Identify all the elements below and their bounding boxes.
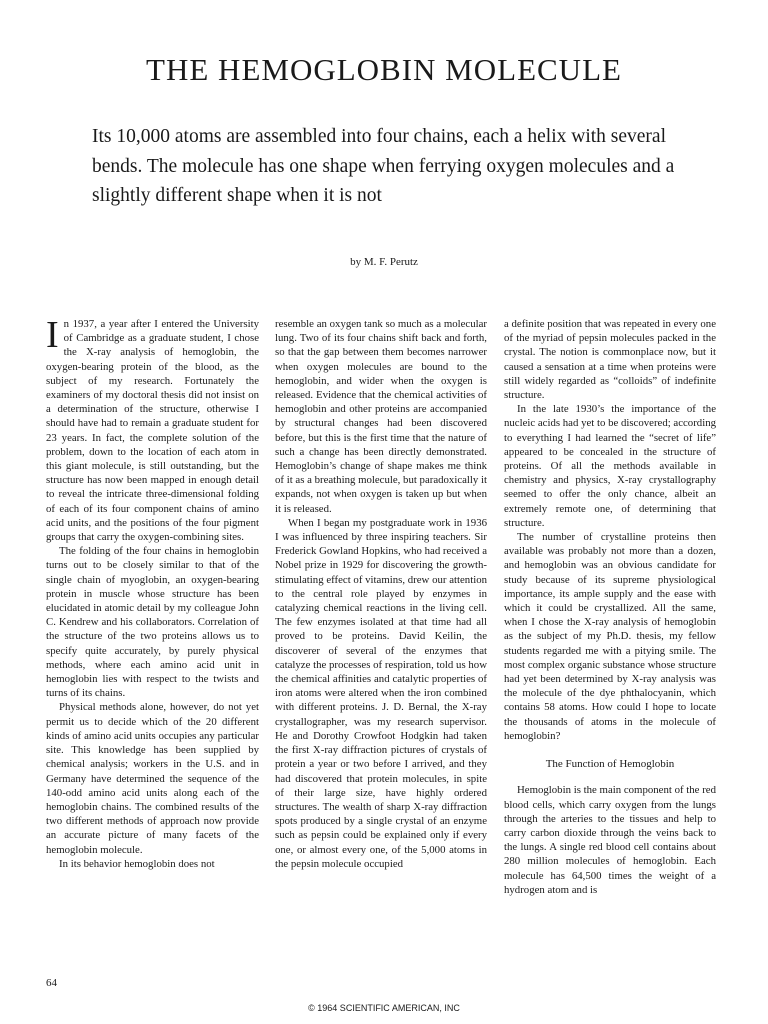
- paragraph: In the late 1930’s the importance of the nucleic acids had yet to be discovered; according to everything I had learned the “secret of life” appeared to be concealed in the structure of proteins. Of all the methods available in chemistry and physics, X-ray crystallography seemed to offer the only chance, albeit an extremely remote one, of determining that structure.: [504, 403, 716, 529]
- paragraph-text: n 1937, a year after I entered the University of Cambridge as a graduate student, I chose the X-ray analysis of hemoglobin, the oxygen-bearing protein of the blood, as the subject of my research. Fortunately the examiners of my doctoral thesis did not insist on a determination of the structure, otherwise I should have had to remain a graduate student for 23 years. In fact, the complete solution of the problem, down to the location of each atom in this giant molecule, is still outstanding, but the structure has now been mapped in enough detail to reveal the intricate three-dimensional folding of each of its four component chains of amino acid units, and the positions of the four pigment groups that carry the oxygen-combining sites.: [46, 318, 259, 544]
- paragraph: When I began my postgraduate work in 1936 I was influenced by three inspiring teachers. Sir Frederick Gowland Hopkins, who had received a Nobel prize in 1929 for discovering the growth-stimulating effect of vitamins, drew our attention to the central role played by enzymes in catalyzing chemical reactions in the living cell. The few enzymes isolated at that time had all proved to be proteins. David Keilin, the discoverer of several of the enzymes that catalyze the processes of respiration, told us how the chemical affinities and catalytic properties of iron atoms were altered when the iron combined with different proteins. J. D. Bernal, the X-ray crystallographer, was my research supervisor. He and Dorothy Crowfoot Hodgkin had taken the first X-ray diffraction pictures of crystals of protein a year or two before I arrived, and they had discovered that protein molecules, in spite of their large size, have highly ordered structures. The wealth of sharp X-ray diffraction spots produced by a single crystal of an enzyme such as pepsin could be explained only if every one, or almost every one, of the 5,000 atoms in the pepsin molecule occupied: [275, 516, 487, 870]
- section-heading: The Function of Hemoglobin: [545, 758, 675, 771]
- author-byline: by M. F. Perutz: [350, 256, 418, 268]
- text-column-2: [275, 317, 487, 972]
- text-column-3: [504, 317, 716, 972]
- paragraph: In its behavior hemoglobin does not: [59, 857, 215, 870]
- paragraph: The folding of the four chains in hemoglobin turns out to be closely similar to that of the single chain of myoglobin, an oxygen-bearing protein in muscle whose structure has been elucidated in atomic detail by my colleague John C. Kendrew and his collaborators. Correlation of the structure of the two proteins allows us to specify quite accurately, by purely physical methods, where each amino acid unit in hemoglobin lies with respect to the twists and turns of its chains.: [46, 545, 259, 700]
- article-title: THE HEMOGLOBIN MOLECULE: [146, 52, 622, 87]
- paragraph: Hemoglobin is the main component of the red blood cells, which carry oxygen from the lungs through the arteries to the tissues and help to carry carbon dioxide through the veins back to the lungs. A single red blood cell contains about 280 million molecules of hemoglobin. Each molecule has 64,500 times the weight of a hydrogen atom and is: [504, 784, 716, 896]
- paragraph: The number of crystalline proteins then available was probably not more than a dozen, and hemoglobin was an obvious candidate for study because of its supreme physiological importance, its ample supply and the ease with which it could be crystallized. All the same, when I chose the X-ray analysis of hemoglobin as the subject of my Ph.D. thesis, my fellow students regarded me with a pitying smile. The most complex organic substance whose structure had yet been determined by X-ray analysis was the molecule of the dye phthalocyanin, which contains 58 atoms. How could I hope to locate the thousands of atoms in the molecule of hemoglobin?: [504, 531, 716, 742]
- paragraph: Physical methods alone, however, do not yet permit us to decide which of the 20 different kinds of amino acid units occupies any particular site. This knowledge has been supplied by chemical analysis; workers in the U.S. and in Germany have determined the sequence of the 140-odd amino acid units along each of the hemoglobin chains. The combined results of the two different methods of approach now provide an accurate picture of many facets of the hemoglobin molecule.: [46, 701, 259, 856]
- article-subtitle: Its 10,000 atoms are assembled into four chains, each a helix with several bends. The molecule has one shape when ferrying oxygen molecules and a slightly different shape when it is not: [92, 126, 675, 206]
- drop-cap: I: [46, 314, 59, 356]
- text-column-1: [46, 314, 259, 972]
- page-number: 64: [46, 977, 57, 989]
- copyright-notice: © 1964 SCIENTIFIC AMERICAN, INC: [308, 1003, 460, 1013]
- paragraph: [46, 314, 259, 544]
- paragraph: resemble an oxygen tank so much as a molecular lung. Two of its four chains shift back and forth, so that the gap between them becomes narrower when oxygen molecules are bound to the hemoglobin, and wider when the oxygen is released. Evidence that the chemical activities of hemoglobin and other proteins are accompanied by structural changes had been discovered before, but this is the first time that the nature of such a change has been directly demonstrated. Hemoglobin’s change of shape makes me think of it as a breathing molecule, but paradoxically it expands, not when oxygen is taken up but when it is released.: [275, 318, 487, 515]
- paragraph: a definite position that was repeated in every one of the myriad of pepsin molecules packed in the crystal. The notion is commonplace now, but it caused a sensation at a time when proteins were still widely regarded as “colloids” of indefinite structure.: [504, 318, 716, 402]
